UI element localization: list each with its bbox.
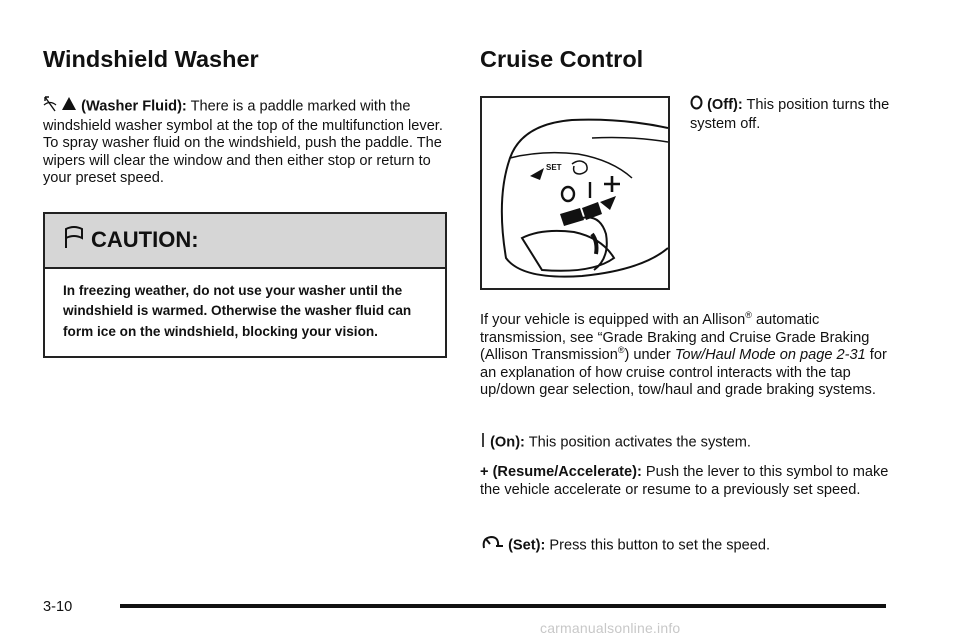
windshield-washer-heading: Windshield Washer	[43, 46, 259, 72]
allison-text-1: If your vehicle is equipped with an Allison	[480, 312, 746, 328]
lever-drawing	[482, 98, 668, 288]
off-paragraph	[690, 95, 890, 133]
washer-first-line: There is a paddle marked	[190, 98, 357, 115]
on-label: (On):	[490, 434, 525, 451]
caution-header	[45, 214, 445, 269]
resume-paragraph	[480, 464, 890, 499]
resume-label: + (Resume/Accelerate):	[480, 464, 642, 480]
allison-text-4: for an explanation of how cruise control interacts with the tap up/down gear selection, tow/haul and grade braking systems.	[480, 347, 887, 399]
watermark: carmanualsonline.info	[540, 620, 681, 636]
left-column	[43, 40, 447, 358]
registered-mark: ®	[745, 310, 752, 321]
page-number: 3-10	[43, 599, 73, 615]
caution-box	[43, 212, 447, 359]
footer-divider	[120, 604, 886, 608]
caution-flag-icon	[63, 226, 85, 255]
on-paragraph	[480, 432, 890, 454]
washer-fluid-label: (Washer Fluid):	[81, 98, 187, 115]
allison-paragraph	[480, 312, 890, 400]
resume-text: Push the lever to this symbol to make the vehicle accelerate or resume to a previously set speed.	[480, 464, 889, 498]
washer-text: with the windshield washer symbol at the top of the multifunction lever. To spray washer fluid on the windshield, push the paddle. The wipers will clear the window and then either stop or return to your preset speed.	[43, 98, 443, 187]
off-circle-icon	[690, 95, 703, 116]
windshield-spray-icon	[61, 96, 77, 118]
registered-mark-2: ®	[617, 345, 625, 356]
set-speedometer-icon	[480, 534, 504, 558]
set-label-text: (Set):	[508, 537, 546, 554]
washer-paragraph	[43, 96, 447, 188]
off-label: (Off):	[707, 97, 743, 114]
cruise-lever-illustration	[480, 96, 670, 290]
allison-text-2: automatic transmission, see “Grade Braking and Cruise Grade Braking (Allison Transmission	[480, 312, 870, 364]
set-text: Press this button to set the speed.	[549, 537, 771, 554]
right-column	[480, 40, 890, 554]
cruise-control-heading: Cruise Control	[480, 46, 644, 72]
washer-fluid-icon	[43, 96, 57, 118]
set-label: SET	[546, 163, 562, 172]
allison-text-3: ) under	[624, 347, 675, 364]
tow-haul-reference-link[interactable]: Tow/Haul Mode on page 2-31	[674, 347, 866, 364]
caution-text: In freezing weather, do not use your washer until the windshield is warmed. Otherwise the washer fluid can form ice on the windshield, blocking your vision.	[63, 282, 412, 339]
caution-title: CAUTION:	[91, 227, 199, 253]
set-paragraph	[480, 534, 890, 558]
off-text: This position turns the system off.	[690, 97, 890, 132]
on-text: This position activates the system.	[528, 434, 751, 451]
on-bar-icon	[480, 432, 486, 454]
